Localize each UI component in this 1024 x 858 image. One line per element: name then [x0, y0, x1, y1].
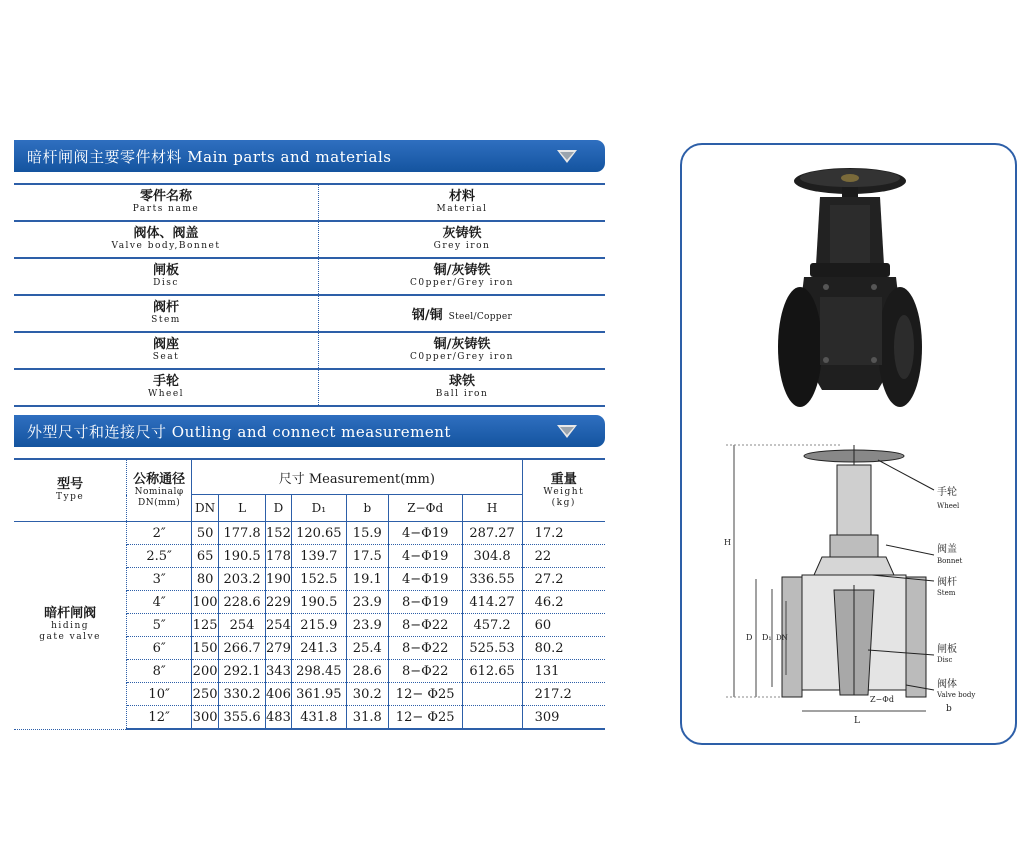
cell-zd: 4−Φ19	[388, 545, 462, 568]
cell-d: 254	[266, 614, 292, 637]
label-body-en: Valve body	[937, 691, 976, 699]
cell-size: 10″	[127, 683, 192, 706]
cell-b: 30.2	[346, 683, 388, 706]
cell-b: 25.4	[346, 637, 388, 660]
cell-h: 336.55	[462, 568, 522, 591]
cell-zd: 12− Φ25	[388, 706, 462, 730]
cell-d: 152	[266, 522, 292, 545]
material-en: Ball iron	[435, 389, 489, 399]
dim-label-d1: D₁	[762, 633, 772, 642]
table-row	[14, 369, 605, 406]
cell-weight: 217.2	[522, 683, 605, 706]
label-bonnet-en: Bonnet	[937, 557, 963, 565]
cell-h	[462, 706, 522, 730]
material-en: Grey iron	[433, 241, 491, 251]
cell-zd: 4−Φ19	[388, 568, 462, 591]
cell-weight: 46.2	[522, 591, 605, 614]
cell-l: 266.7	[219, 637, 266, 660]
part-name-zh: 手轮	[152, 374, 179, 389]
cell-h: 287.27	[462, 522, 522, 545]
part-name-zh: 阀体、阀盖	[133, 226, 199, 241]
cell-b: 31.8	[346, 706, 388, 730]
valve-type-en: hiding	[51, 621, 90, 632]
header-type-en: Type	[55, 492, 85, 502]
part-name-en: Seat	[152, 352, 180, 362]
cell-l: 254	[219, 614, 266, 637]
dim-label-b: b	[946, 704, 952, 714]
valve-photo	[778, 168, 922, 407]
dim-label-dn: DN	[776, 634, 788, 642]
cell-h: 414.27	[462, 591, 522, 614]
valve-illustrations	[682, 145, 1015, 743]
cell-dn: 100	[192, 591, 219, 614]
cell-h: 612.65	[462, 660, 522, 683]
cell-dn: 80	[192, 568, 219, 591]
cell-h	[462, 683, 522, 706]
cell-d: 190	[266, 568, 292, 591]
part-name-zh: 闸板	[152, 263, 179, 278]
cell-dn: 250	[192, 683, 219, 706]
cell-zd: 8−Φ19	[388, 591, 462, 614]
cell-dn: 200	[192, 660, 219, 683]
dim-label-h: H	[724, 538, 731, 547]
header-weight-en: Weight	[543, 486, 585, 497]
col-header-d1: D₁	[291, 495, 346, 522]
cell-d1: 152.5	[291, 568, 346, 591]
label-stem-zh: 阀杆	[937, 577, 957, 588]
cell-d1: 298.45	[291, 660, 346, 683]
table-row	[14, 295, 605, 332]
col-header-b: b	[346, 495, 388, 522]
cell-b: 19.1	[346, 568, 388, 591]
header-parts-name-zh: 零件名称	[139, 189, 192, 204]
dim-label-zd: Z−Φd	[870, 695, 894, 704]
cell-zd: 4−Φ19	[388, 522, 462, 545]
cell-size: 12″	[127, 706, 192, 730]
col-header-h: H	[462, 495, 522, 522]
header-parts-name-en: Parts name	[132, 204, 200, 214]
col-header-zd: Z−Φd	[388, 495, 462, 522]
cell-zd: 8−Φ22	[388, 660, 462, 683]
label-disc-en: Disc	[937, 656, 953, 664]
material-zh: 球铁	[448, 374, 475, 389]
table-header-row	[14, 184, 605, 221]
valve-type-zh: 暗杆闸阀	[44, 606, 97, 622]
header-material-en: Material	[436, 204, 488, 214]
cell-h: 304.8	[462, 545, 522, 568]
cell-b: 15.9	[346, 522, 388, 545]
table-row	[14, 522, 605, 545]
cell-weight: 22	[522, 545, 605, 568]
label-stem-en: Stem	[937, 589, 956, 597]
dim-label-d: D	[746, 633, 753, 642]
table-row	[14, 221, 605, 258]
table-row	[14, 332, 605, 369]
cell-d1: 120.65	[291, 522, 346, 545]
parts-materials-table	[14, 183, 605, 407]
cell-weight: 60	[522, 614, 605, 637]
part-name-en: Wheel	[147, 389, 185, 399]
cell-d: 279	[266, 637, 292, 660]
header-material-zh: 材料	[448, 189, 475, 204]
table-header-row	[14, 459, 605, 495]
cell-size: 4″	[127, 591, 192, 614]
cell-size: 2.5″	[127, 545, 192, 568]
valve-type-en: gate valve	[39, 632, 101, 643]
material-en: Steel/Copper	[448, 312, 513, 322]
cell-l: 228.6	[219, 591, 266, 614]
cell-zd: 8−Φ22	[388, 614, 462, 637]
part-name-zh: 阀座	[152, 337, 179, 352]
table-row	[14, 258, 605, 295]
cell-b: 17.5	[346, 545, 388, 568]
cell-d1: 215.9	[291, 614, 346, 637]
material-zh: 灰铸铁	[442, 226, 482, 241]
part-name-en: Valve body,Bonnet	[111, 241, 221, 251]
dimension-rows	[14, 522, 605, 730]
cell-dn: 50	[192, 522, 219, 545]
cell-d: 483	[266, 706, 292, 730]
cell-l: 190.5	[219, 545, 266, 568]
cell-d: 406	[266, 683, 292, 706]
header-nominal-en: Nominalφ	[134, 486, 184, 497]
dimension-table	[14, 458, 605, 730]
cell-size: 2″	[127, 522, 192, 545]
part-name-zh: 阀杆	[152, 300, 179, 315]
label-body-zh: 阀体	[937, 679, 957, 690]
cell-zd: 12− Φ25	[388, 683, 462, 706]
cell-weight: 27.2	[522, 568, 605, 591]
section-title: 暗杆闸阀主要零件材料 Main parts and materials	[27, 147, 392, 166]
dim-label-l: L	[854, 716, 860, 726]
cell-l: 177.8	[219, 522, 266, 545]
cell-b: 28.6	[346, 660, 388, 683]
cell-size: 8″	[127, 660, 192, 683]
cell-dn: 65	[192, 545, 219, 568]
cell-d1: 431.8	[291, 706, 346, 730]
cell-zd: 8−Φ22	[388, 637, 462, 660]
cell-dn: 150	[192, 637, 219, 660]
header-nominal-zh: 公称通径	[133, 471, 186, 487]
cell-size: 3″	[127, 568, 192, 591]
cell-size: 5″	[127, 614, 192, 637]
header-nominal-dn: DN(mm)	[138, 497, 181, 508]
cell-weight: 80.2	[522, 637, 605, 660]
material-en: C0pper/Grey iron	[410, 352, 514, 362]
label-disc-zh: 闸板	[937, 644, 957, 655]
cell-h: 525.53	[462, 637, 522, 660]
cell-l: 330.2	[219, 683, 266, 706]
label-wheel-zh: 手轮	[937, 487, 957, 498]
part-name-en: Disc	[153, 278, 179, 288]
material-en: C0pper/Grey iron	[410, 278, 514, 288]
cell-dn: 300	[192, 706, 219, 730]
cell-weight: 131	[522, 660, 605, 683]
material-zh: 铜/灰铸铁	[433, 263, 491, 278]
cell-d1: 190.5	[291, 591, 346, 614]
cell-d1: 139.7	[291, 545, 346, 568]
cell-weight: 17.2	[522, 522, 605, 545]
cell-h: 457.2	[462, 614, 522, 637]
valve-section-drawing	[726, 445, 934, 711]
section-title: 外型尺寸和连接尺寸 Outling and connect measurement	[27, 422, 451, 441]
header-weight-zh: 重量	[550, 471, 577, 487]
cell-dn: 125	[192, 614, 219, 637]
part-name-en: Stem	[151, 315, 181, 325]
header-weight-unit: (kg)	[551, 497, 576, 508]
col-header-d: D	[266, 495, 292, 522]
col-header-l: L	[219, 495, 266, 522]
material-zh: 钢/铜	[411, 308, 443, 323]
header-measurement: 尺寸 Measurement(mm)	[278, 471, 435, 487]
col-header-dn: DN	[192, 495, 219, 522]
cell-d: 343	[266, 660, 292, 683]
cell-d: 229	[266, 591, 292, 614]
cell-l: 355.6	[219, 706, 266, 730]
cell-d1: 241.3	[291, 637, 346, 660]
cell-l: 292.1	[219, 660, 266, 683]
cell-b: 23.9	[346, 614, 388, 637]
section-banner-materials	[14, 140, 605, 172]
cell-weight: 309	[522, 706, 605, 730]
cell-d: 178	[266, 545, 292, 568]
section-banner-measurement	[14, 415, 605, 447]
cell-l: 203.2	[219, 568, 266, 591]
product-image-frame	[680, 143, 1017, 745]
material-zh: 铜/灰铸铁	[433, 337, 491, 352]
label-bonnet-zh: 阀盖	[937, 544, 957, 555]
header-type-zh: 型号	[57, 477, 84, 492]
cell-d1: 361.95	[291, 683, 346, 706]
cell-size: 6″	[127, 637, 192, 660]
cell-b: 23.9	[346, 591, 388, 614]
label-wheel-en: Wheel	[937, 502, 960, 510]
